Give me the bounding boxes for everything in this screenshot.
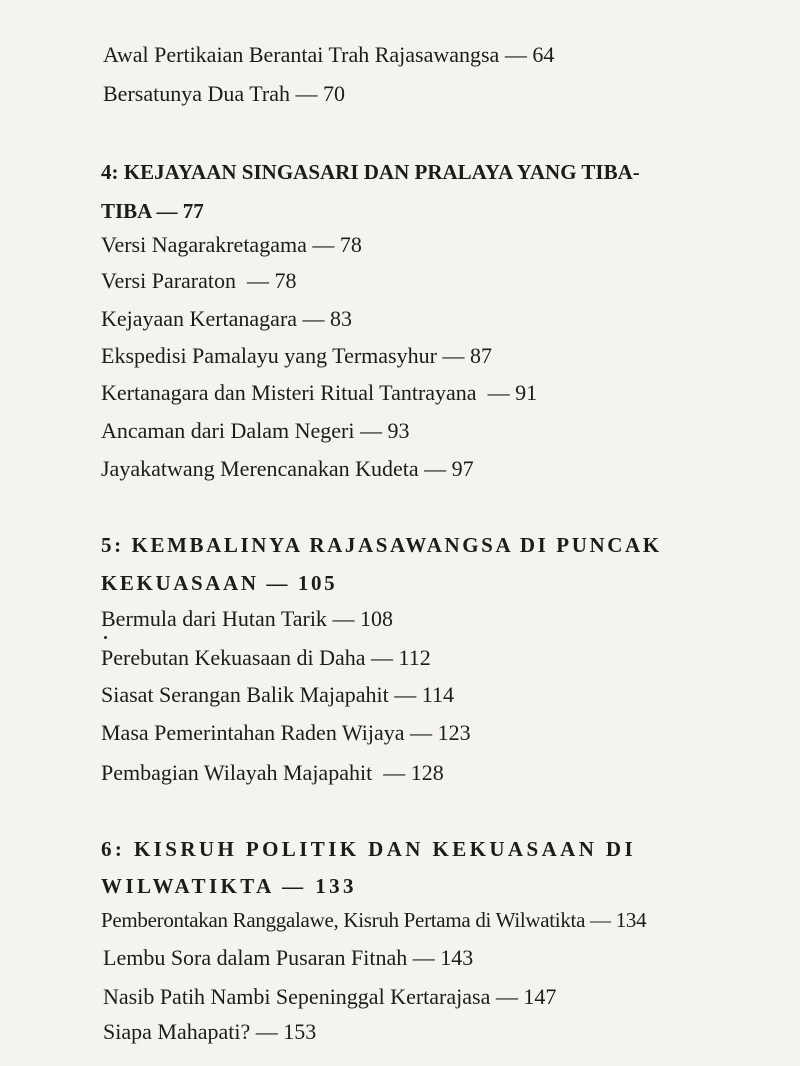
- toc-entry-page: 134: [615, 908, 647, 932]
- toc-entry-page: 83: [330, 306, 353, 331]
- toc-entry-page: 128: [410, 760, 444, 785]
- toc-entry-page: 143: [440, 945, 474, 970]
- toc-entry: Pemberontakan Ranggalawe, Kisruh Pertama di Wilwatikta — 134: [101, 908, 647, 932]
- chapter-4-heading-line2: TIBA — 77: [101, 199, 204, 223]
- toc-entry-page: 91: [515, 380, 538, 405]
- toc-entry-page: 64: [532, 42, 555, 67]
- toc-entry: Kejayaan Kertanagara — 83: [101, 306, 353, 331]
- toc-entry: Bermula dari Hutan Tarik — 108: [101, 606, 393, 631]
- toc-entry-title: Siasat Serangan Balik Majapahit: [101, 682, 389, 707]
- toc-entry: Jayakatwang Merencanakan Kudeta — 97: [101, 456, 474, 481]
- toc-entry-page: 78: [339, 232, 362, 257]
- toc-entry: Bersatunya Dua Trah — 70: [103, 81, 345, 106]
- toc-entry-page: 123: [437, 720, 471, 745]
- chapter-4-heading-line1: 4: KEJAYAAN SINGASARI DAN PRALAYA YANG TIBA-: [101, 160, 640, 184]
- chapter-6-heading-line1: 6: KISRUH POLITIK DAN KEKUASAAN DI: [101, 837, 637, 861]
- toc-entry: Kertanagara dan Misteri Ritual Tantrayana — 91: [101, 380, 538, 405]
- toc-entry: Awal Pertikaian Berantai Trah Rajasawangsa — 64: [103, 42, 555, 67]
- toc-entry-page: 153: [283, 1019, 317, 1044]
- toc-entry-page: 114: [421, 682, 454, 707]
- toc-entry: Nasib Patih Nambi Sepeninggal Kertarajasa — 147: [103, 984, 557, 1009]
- toc-entry-title: Jayakatwang Merencanakan Kudeta: [101, 456, 419, 481]
- toc-entry: Siapa Mahapati? — 153: [103, 1019, 317, 1044]
- toc-entry-page: 78: [274, 268, 297, 293]
- toc-entry-title: Pemberontakan Ranggalawe, Kisruh Pertama di Wilwatikta: [101, 908, 586, 932]
- toc-entry: Masa Pemerintahan Raden Wijaya — 123: [101, 720, 471, 745]
- toc-entry-title: Bermula dari Hutan Tarik: [101, 606, 327, 631]
- toc-entry-title: Pembagian Wilayah Majapahit: [101, 760, 373, 785]
- toc-entry: Versi Nagarakretagama — 78: [101, 232, 362, 257]
- toc-entry: Ekspedisi Pamalayu yang Termasyhur — 87: [101, 343, 492, 368]
- toc-entry-title: Bersatunya Dua Trah: [103, 81, 290, 106]
- toc-entry-title: Awal Pertikaian Berantai Trah Rajasawangsa: [103, 42, 500, 67]
- chapter-6-heading-line2: WILWATIKTA — 133: [101, 874, 357, 898]
- toc-entry-page: 87: [469, 343, 492, 368]
- toc-entry-title: Versi Pararaton: [101, 268, 237, 293]
- toc-entry: Pembagian Wilayah Majapahit — 128: [101, 760, 444, 785]
- toc-entry-page: 70: [322, 81, 345, 106]
- toc-entry: Ancaman dari Dalam Negeri — 93: [101, 418, 410, 443]
- toc-entry-title: Ekspedisi Pamalayu yang Termasyhur: [101, 343, 437, 368]
- toc-entry-page: 147: [523, 984, 557, 1009]
- toc-entry-title: Perebutan Kekuasaan di Daha: [101, 645, 366, 670]
- toc-entry-title: Kertanagara dan Misteri Ritual Tantrayana: [101, 380, 477, 405]
- toc-entry-title: Masa Pemerintahan Raden Wijaya: [101, 720, 405, 745]
- chapter-5-heading-line2: KEKUASAAN — 105: [101, 571, 338, 595]
- toc-entry-title: Lembu Sora dalam Pusaran Fitnah: [103, 945, 408, 970]
- toc-entry-title: Kejayaan Kertanagara: [101, 306, 298, 331]
- toc-entry-title: Versi Nagarakretagama: [101, 232, 307, 257]
- toc-entry: Lembu Sora dalam Pusaran Fitnah — 143: [103, 945, 474, 970]
- toc-entry: Siasat Serangan Balik Majapahit — 114: [101, 682, 454, 707]
- toc-entry-page: 93: [387, 418, 410, 443]
- toc-entry-title: Nasib Patih Nambi Sepeninggal Kertarajasa: [103, 984, 491, 1009]
- toc-entry-title: Ancaman dari Dalam Negeri: [101, 418, 355, 443]
- toc-entry-page: 112: [398, 645, 431, 670]
- toc-entry: Versi Pararaton — 78: [101, 268, 297, 293]
- ink-speck: [104, 636, 107, 639]
- toc-entry-page: 97: [451, 456, 474, 481]
- toc-entry-title: Siapa Mahapati?: [103, 1019, 251, 1044]
- chapter-5-heading-line1: 5: KEMBALINYA RAJASAWANGSA DI PUNCAK: [101, 533, 662, 557]
- toc-entry-page: 108: [359, 606, 393, 631]
- toc-entry: Perebutan Kekuasaan di Daha — 112: [101, 645, 431, 670]
